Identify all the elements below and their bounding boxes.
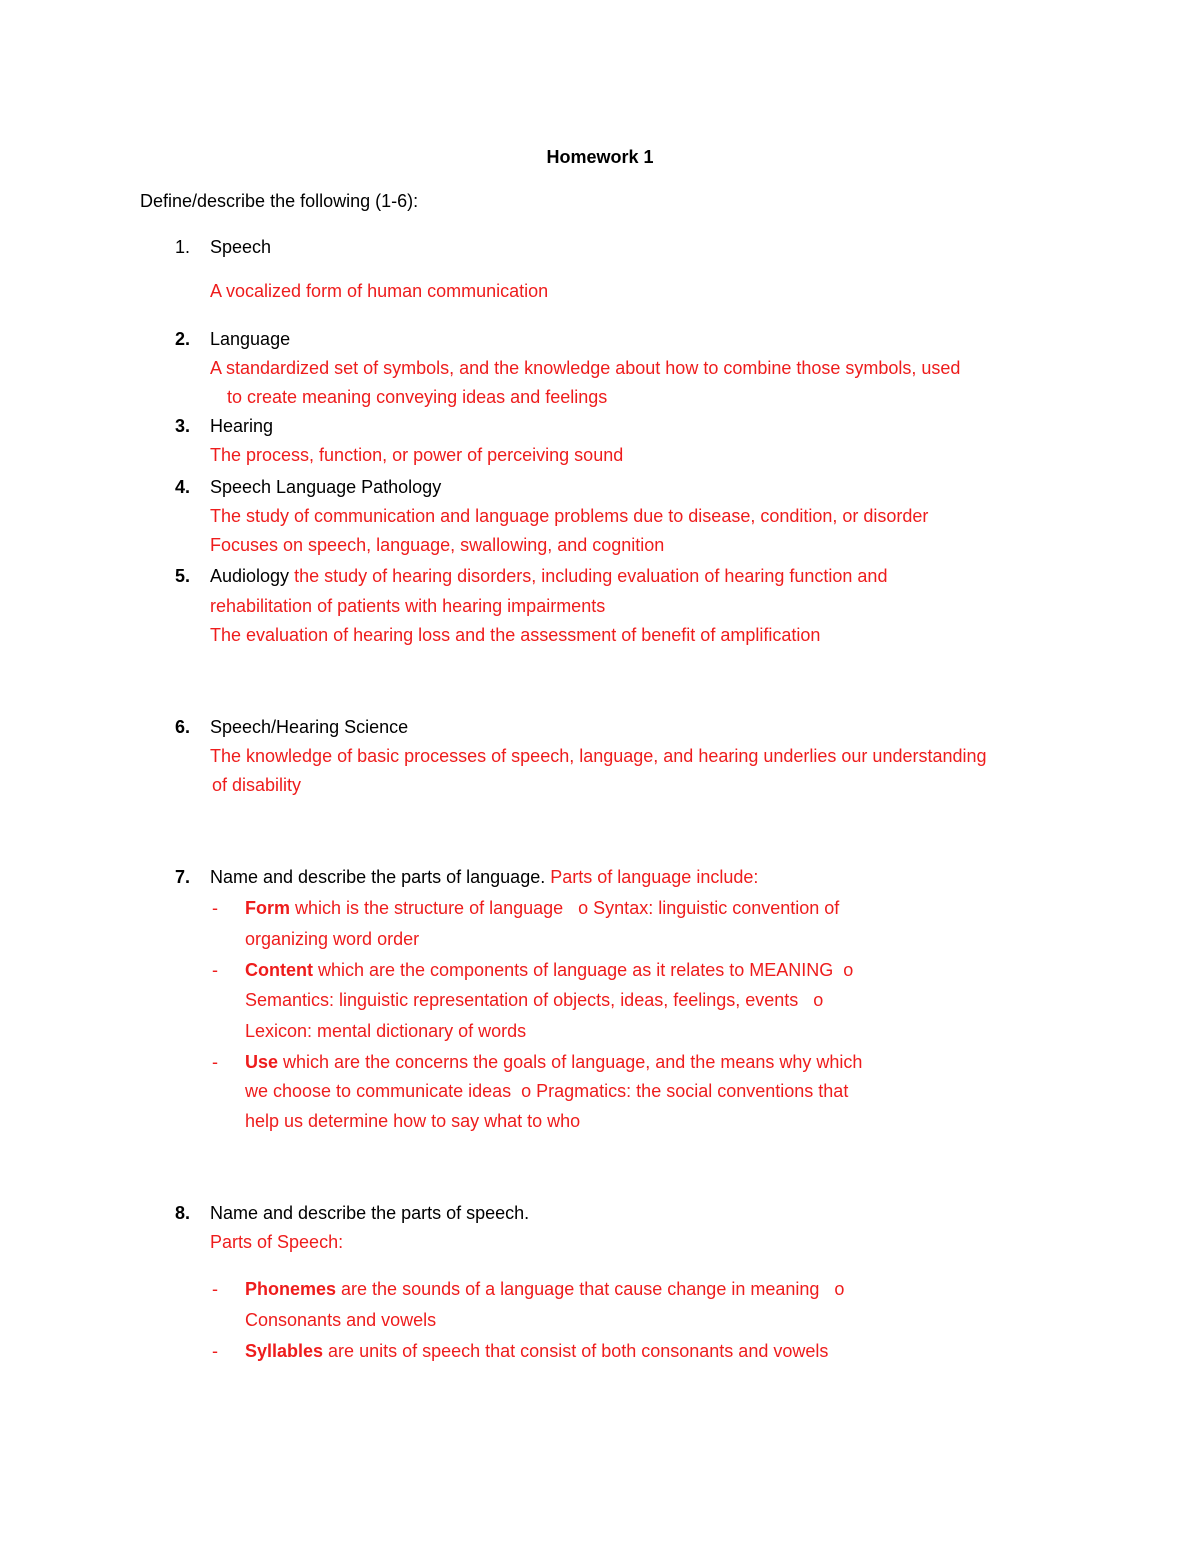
bullet-dash: -	[212, 1279, 218, 1299]
item-number-1: 1.	[175, 237, 191, 257]
phonemes-line-1: Phonemes are the sounds of a language that cause change in meaning o	[245, 1279, 845, 1299]
phonemes-line-2: Consonants and vowels	[245, 1310, 437, 1330]
content-line-3: Lexicon: mental dictionary of words	[245, 1021, 527, 1041]
parts-of-language-lead: Parts of language include:	[545, 867, 759, 887]
answer-language-line-1: A standardized set of symbols, and the knowledge about how to combine those symbols, used	[210, 358, 961, 378]
term-form: Form	[245, 898, 290, 918]
content-line-1: Content which are the components of language as it relates to MEANING o	[245, 960, 854, 980]
item-label-speech-hearing-science: Speech/Hearing Science	[210, 717, 409, 737]
syllables-line: Syllables are units of speech that consist of both consonants and vowels	[245, 1341, 829, 1361]
bullet-dash: -	[212, 1341, 218, 1361]
answer-audiology-line-1: the study of hearing disorders, including evaluation of hearing function and	[289, 566, 888, 586]
parts-of-speech-lead: Parts of Speech:	[210, 1232, 344, 1252]
bullet-dash: -	[212, 960, 218, 980]
item-label-speech: Speech	[210, 237, 272, 257]
term-use: Use	[245, 1052, 279, 1072]
answer-audiology-line-2: rehabilitation of patients with hearing impairments	[210, 596, 606, 616]
item-label-audiology: Audiology	[210, 566, 290, 586]
content-line-2: Semantics: linguistic representation of objects, ideas, feelings, events o	[245, 990, 824, 1010]
item-label-hearing: Hearing	[210, 416, 274, 436]
answer-speech: A vocalized form of human communication	[210, 281, 549, 301]
answer-hearing: The process, function, or power of perceiving sound	[210, 445, 624, 465]
answer-slp-line-1: The study of communication and language problems due to disease, condition, or disorder	[210, 506, 929, 526]
item-label-parts-of-speech: Name and describe the parts of speech.	[210, 1203, 530, 1223]
term-content: Content	[245, 960, 313, 980]
item-number-5: 5.	[175, 566, 191, 586]
item-number-8: 8.	[175, 1203, 191, 1223]
term-phonemes: Phonemes	[245, 1279, 337, 1299]
item-number-7: 7.	[175, 867, 191, 887]
use-line-2: we choose to communicate ideas o Pragmatics: the social conventions that	[245, 1081, 849, 1101]
term-syllables: Syllables	[245, 1341, 324, 1361]
item-audiology-line-1	[210, 565, 887, 587]
item-label-slp: Speech Language Pathology	[210, 477, 442, 497]
instructions: Define/describe the following (1-6):	[140, 191, 419, 211]
answer-audiology-line-3: The evaluation of hearing loss and the assessment of benefit of amplification	[210, 625, 821, 645]
answer-science-line-2: of disability	[212, 775, 302, 795]
use-line-1: Use which are the concerns the goals of language, and the means why which	[245, 1052, 863, 1072]
question-parts-of-language	[210, 866, 758, 888]
item-label-language: Language	[210, 329, 291, 349]
item-number-3: 3.	[175, 416, 191, 436]
answer-science-line-1: The knowledge of basic processes of speech, language, and hearing underlies our understanding	[210, 746, 987, 766]
document-title: Homework 1	[546, 147, 654, 167]
bullet-dash: -	[212, 898, 218, 918]
answer-language-line-2: to create meaning conveying ideas and feelings	[227, 387, 608, 407]
item-number-4: 4.	[175, 477, 191, 497]
use-line-3: help us determine how to say what to who	[245, 1111, 581, 1131]
bullet-dash: -	[212, 1052, 218, 1072]
answer-slp-line-2: Focuses on speech, language, swallowing, and cognition	[210, 535, 665, 555]
form-line-2: organizing word order	[245, 929, 420, 949]
item-number-2: 2.	[175, 329, 191, 349]
item-label-parts-of-language: Name and describe the parts of language.	[210, 867, 546, 887]
item-number-6: 6.	[175, 717, 191, 737]
form-line-1: Form which is the structure of language o Syntax: linguistic convention of	[245, 898, 840, 918]
